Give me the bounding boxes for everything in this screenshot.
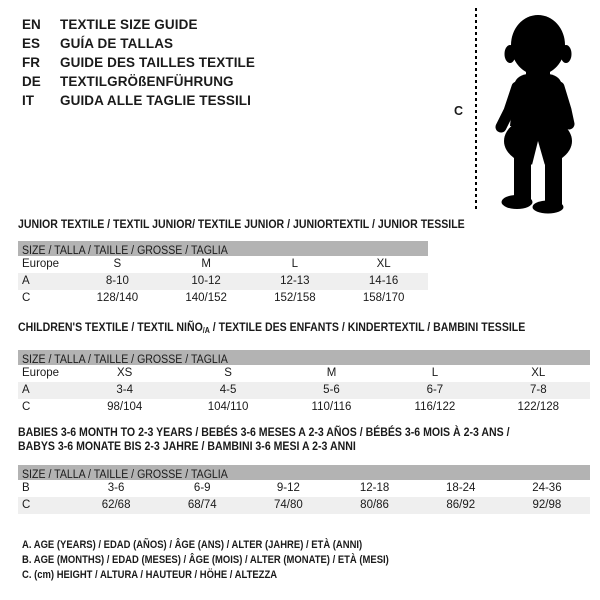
- language-code: IT: [22, 93, 34, 108]
- legend-line-a: A. AGE (YEARS) / EDAD (AÑOS) / ÂGE (ANS) / ALTER (JAHRE) / ETÀ (ANNI): [22, 539, 363, 551]
- size-value-cell: 6-7: [426, 384, 444, 396]
- size-value-cell: 9-12: [276, 482, 300, 494]
- size-value-cell: 7-8: [529, 384, 547, 396]
- size-value-cell: 92/98: [532, 499, 562, 511]
- junior-table-title: JUNIOR TEXTILE / TEXTIL JUNIOR/ TEXTILE JUNIOR / JUNIORTEXTIL / JUNIOR TESSILE: [18, 217, 465, 231]
- language-title-list: [22, 15, 255, 110]
- size-value-cell: M: [326, 367, 337, 379]
- size-value-cell: XL: [376, 258, 391, 270]
- language-code: FR: [22, 55, 40, 70]
- size-value-cell: 14-16: [368, 275, 399, 287]
- size-value-cell: 8-10: [105, 275, 129, 287]
- language-row-de: [22, 72, 255, 91]
- row-label-cell: C: [22, 499, 31, 511]
- size-value-cell: 3-4: [116, 384, 133, 396]
- size-value-cell: 80/86: [360, 499, 389, 511]
- size-value-cell: L: [291, 258, 299, 270]
- guide-title-it: GUIDA ALLE TAGLIE TESSILI: [60, 93, 251, 108]
- size-value-cell: 110/116: [311, 401, 352, 413]
- size-header-bar: [18, 350, 590, 365]
- size-value-cell: 158/170: [362, 292, 405, 304]
- size-header-bar: [18, 465, 590, 480]
- size-value-cell: 12-18: [359, 482, 390, 494]
- size-value-cell: L: [431, 367, 439, 379]
- language-code: DE: [22, 74, 41, 89]
- title-subscript: /A: [202, 326, 210, 335]
- table-row-europe: [18, 256, 428, 273]
- table-row-age-months: [18, 480, 590, 497]
- size-value-cell: 140/152: [185, 292, 227, 304]
- size-value-cell: 12-13: [280, 275, 310, 287]
- size-value-cell: 116/122: [414, 401, 456, 413]
- size-value-cell: 10-12: [191, 275, 221, 287]
- language-row-en: [22, 15, 255, 34]
- language-code: EN: [22, 17, 41, 32]
- size-header-text: SIZE / TALLA / TAILLE / GRÖSSE / TAGLIA: [22, 245, 228, 256]
- table-row-age: [18, 382, 590, 399]
- size-value-cell: 6-9: [193, 482, 211, 494]
- size-value-cell: 5-6: [323, 384, 340, 396]
- language-code: ES: [22, 36, 41, 51]
- size-value-cell: M: [201, 258, 211, 270]
- size-value-cell: 68/74: [187, 499, 217, 511]
- size-value-cell: S: [113, 258, 122, 270]
- guide-title-de: TEXTILGRÖßENFÜHRUNG: [60, 74, 234, 89]
- row-label-cell: C: [22, 292, 31, 304]
- size-value-cell: 18-24: [446, 482, 476, 494]
- guide-title-es: GUÍA DE TALLAS: [60, 36, 174, 51]
- title-line-1: BABIES 3-6 MONTH TO 2-3 YEARS / BEBÉS 3-6 MESES A 2-3 AÑOS / BÉBÉS 3-6 MOIS À 2-3 ANS /: [18, 425, 510, 439]
- size-header-text: SIZE / TALLA / TAILLE / GRÖSSE / TAGLIA: [22, 354, 228, 365]
- row-label-cell: A: [22, 384, 30, 396]
- row-label-cell: A: [22, 275, 30, 287]
- row-label-cell: B: [22, 482, 30, 494]
- table-row-age: [18, 273, 428, 290]
- height-measure-label: C: [454, 104, 464, 118]
- size-value-cell: 122/128: [517, 401, 560, 413]
- junior-textile-section: [18, 217, 465, 307]
- babies-textile-section: [18, 425, 590, 514]
- size-value-cell: 4-5: [219, 384, 237, 396]
- table-row-europe: [18, 365, 590, 382]
- size-header-text: SIZE / TALLA / TAILLE / GRÖSSE / TAGLIA: [22, 469, 228, 480]
- toddler-silhouette-icon: [483, 8, 593, 218]
- language-row-es: [22, 34, 255, 53]
- table-row-height: [18, 290, 428, 307]
- babies-table-title: [18, 425, 521, 453]
- guide-title-fr: GUIDE DES TAILLES TEXTILE: [60, 55, 256, 70]
- row-label-cell: Europe: [22, 367, 60, 379]
- row-label-cell: Europe: [22, 258, 60, 270]
- legend-line-b: B. AGE (MONTHS) / EDAD (MESES) / ÂGE (MOIS) / ALTER (MONATE) / ETÀ (MESI): [22, 554, 389, 566]
- size-value-cell: 104/110: [207, 401, 249, 413]
- table-row-height: [18, 497, 590, 514]
- size-value-cell: XS: [117, 367, 133, 379]
- title-line-2: BABYS 3-6 MONATE BIS 2-3 JAHRE / BAMBINI 3-6 MESI A 2-3 ANNI: [18, 439, 356, 453]
- height-measurement-figure: [450, 5, 600, 220]
- height-dashed-line: [475, 8, 477, 210]
- size-value-cell: XL: [531, 367, 546, 379]
- size-value-cell: 62/68: [101, 499, 131, 511]
- title-part: / TEXTILE DES ENFANTS / KINDERTEXTIL / BAMBINI TESSILE: [209, 320, 526, 334]
- childrens-table-title: [18, 320, 526, 338]
- size-value-cell: 3-6: [107, 482, 125, 494]
- size-value-cell: 152/158: [274, 292, 316, 304]
- size-value-cell: 128/140: [96, 292, 139, 304]
- size-value-cell: 98/104: [107, 401, 143, 413]
- row-label-cell: C: [22, 401, 31, 413]
- language-row-fr: [22, 53, 255, 72]
- legend-line-c: C. (cm) HEIGHT / ALTURA / HAUTEUR / HÖHE / ALTEZZA: [22, 569, 278, 581]
- size-value-cell: 24-36: [532, 482, 562, 494]
- title-part: CHILDREN'S TEXTILE / TEXTIL NIÑO: [18, 320, 203, 334]
- childrens-textile-section: [18, 320, 590, 416]
- language-row-it: [22, 91, 255, 110]
- size-value-cell: 86/92: [446, 499, 476, 511]
- measurement-legend: [22, 538, 449, 583]
- size-value-cell: 74/80: [274, 499, 303, 511]
- table-row-height: [18, 399, 590, 416]
- size-header-bar: [18, 241, 428, 256]
- size-value-cell: S: [224, 367, 232, 379]
- guide-title-en: TEXTILE SIZE GUIDE: [60, 17, 198, 32]
